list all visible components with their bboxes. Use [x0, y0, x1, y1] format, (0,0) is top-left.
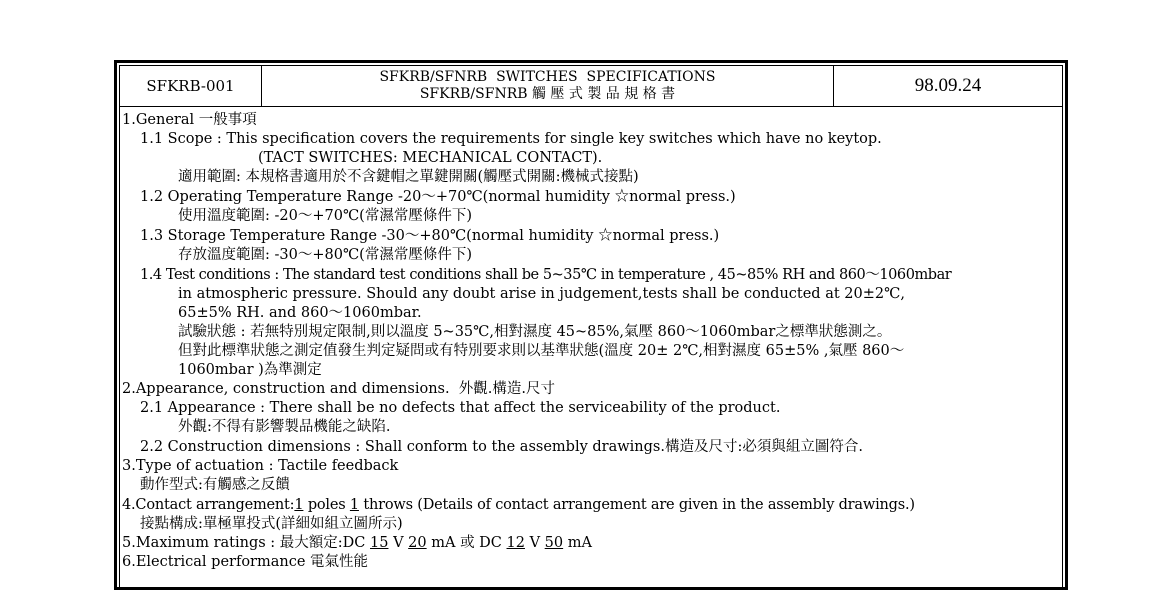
section-6-heading: 6.Electrical performance 電氣性能 [122, 554, 369, 570]
actuation-chinese: 動作型式:有觸感之反饋 [140, 477, 290, 493]
section-5-heading [122, 534, 592, 553]
specification-sheet [114, 60, 1068, 590]
document-body [120, 106, 1062, 587]
current-1: 20 [408, 535, 427, 551]
title-chinese: SFKRB/SFNRB 觸 壓 式 製 品 規 格 書 [419, 86, 676, 102]
max-ratings-label: 5.Maximum ratings : 最大額定:DC [122, 535, 371, 551]
test-conditions-chinese: 試驗狀態 : 若無特別規定限制,則以溫度 5~35℃,相對濕度 45~85%,氣壓 860～1060mbar之標準狀態測之。 [178, 324, 892, 340]
construction-dimensions: 2.2 Construction dimensions : Shall conform to the assembly drawings.構造及尺寸:必須與組立圖符合. [140, 439, 863, 455]
volt-unit-1: V [388, 535, 409, 551]
test-conditions-chinese-2: 但對此標準狀態之測定值發生判定疑問或有特別要求則以基準狀態(溫度 20± 2℃,相對濕度 65±5% ,氣壓 860～ [178, 343, 905, 359]
scope-line: 1.1 Scope : This specification covers the requirements for single key switches which have no keytop. [140, 131, 882, 147]
test-conditions: 1.4 Test conditions : The standard test conditions shall be 5~35℃ in temperature , 45~85% RH and 860～1060mbar [140, 267, 952, 283]
test-conditions-2: in atmospheric pressure. Should any doubt arise in judgement,tests shall be conducted at 20±2℃, [178, 286, 905, 302]
scope-line-2: (TACT SWITCHES: MECHANICAL CONTACT). [258, 150, 603, 166]
test-conditions-chinese-3: 1060mbar )為準測定 [178, 362, 322, 378]
contact-arrangement-chinese: 接點構成:單極單投式(詳細如組立圖所示) [140, 516, 403, 532]
poles-text: poles [303, 497, 350, 513]
storage-temperature-chinese: 存放溫度範圍: -30～+80℃(常濕常壓條件下) [178, 247, 472, 263]
current-2: 50 [544, 535, 564, 551]
document-number: SFKRB-001 [120, 66, 262, 106]
document-date: 98.09.24 [914, 75, 982, 96]
volt-unit-2: V [524, 535, 545, 551]
section-3-heading: 3.Type of actuation : Tactile feedback [122, 458, 399, 474]
document-title [262, 66, 834, 106]
section-4-heading [122, 496, 915, 515]
ma-unit-2: mA [563, 535, 592, 551]
ma-or-dc-text: mA 或 DC [426, 535, 507, 551]
throws-text: throws (Details of contact arrangement are given in the assembly drawings.) [358, 497, 915, 513]
storage-temperature: 1.3 Storage Temperature Range -30～+80℃(normal humidity ☆normal press.) [140, 228, 720, 244]
section-1-heading: 1.General 一般事項 [122, 112, 257, 128]
throws-value: 1 [349, 497, 359, 513]
contact-arrangement-label: 4.Contact arrangement: [122, 497, 295, 513]
appearance-chinese: 外觀:不得有影響製品機能之缺陷. [178, 419, 391, 435]
voltage-2: 12 [506, 535, 525, 551]
operating-temperature-chinese: 使用溫度範圍: -20～+70℃(常濕常壓條件下) [178, 208, 472, 224]
poles-value: 1 [294, 497, 304, 513]
sheet-inner-frame [119, 65, 1063, 587]
title-english: SFKRB/SFNRB SWITCHES SPECIFICATIONS [379, 69, 716, 85]
operating-temperature: 1.2 Operating Temperature Range -20～+70℃(normal humidity ☆normal press.) [140, 189, 736, 205]
voltage-1: 15 [370, 535, 389, 551]
section-2-heading: 2.Appearance, construction and dimensions. 外觀.構造.尺寸 [122, 381, 556, 397]
scope-chinese: 適用範圍: 本規格書適用於不含鍵帽之單鍵開關(觸壓式開關:機械式接點) [178, 169, 639, 185]
appearance-line: 2.1 Appearance : There shall be no defects that affect the serviceability of the product. [140, 400, 781, 416]
test-conditions-3: 65±5% RH. and 860～1060mbar. [178, 305, 422, 321]
header-row [120, 66, 1062, 107]
